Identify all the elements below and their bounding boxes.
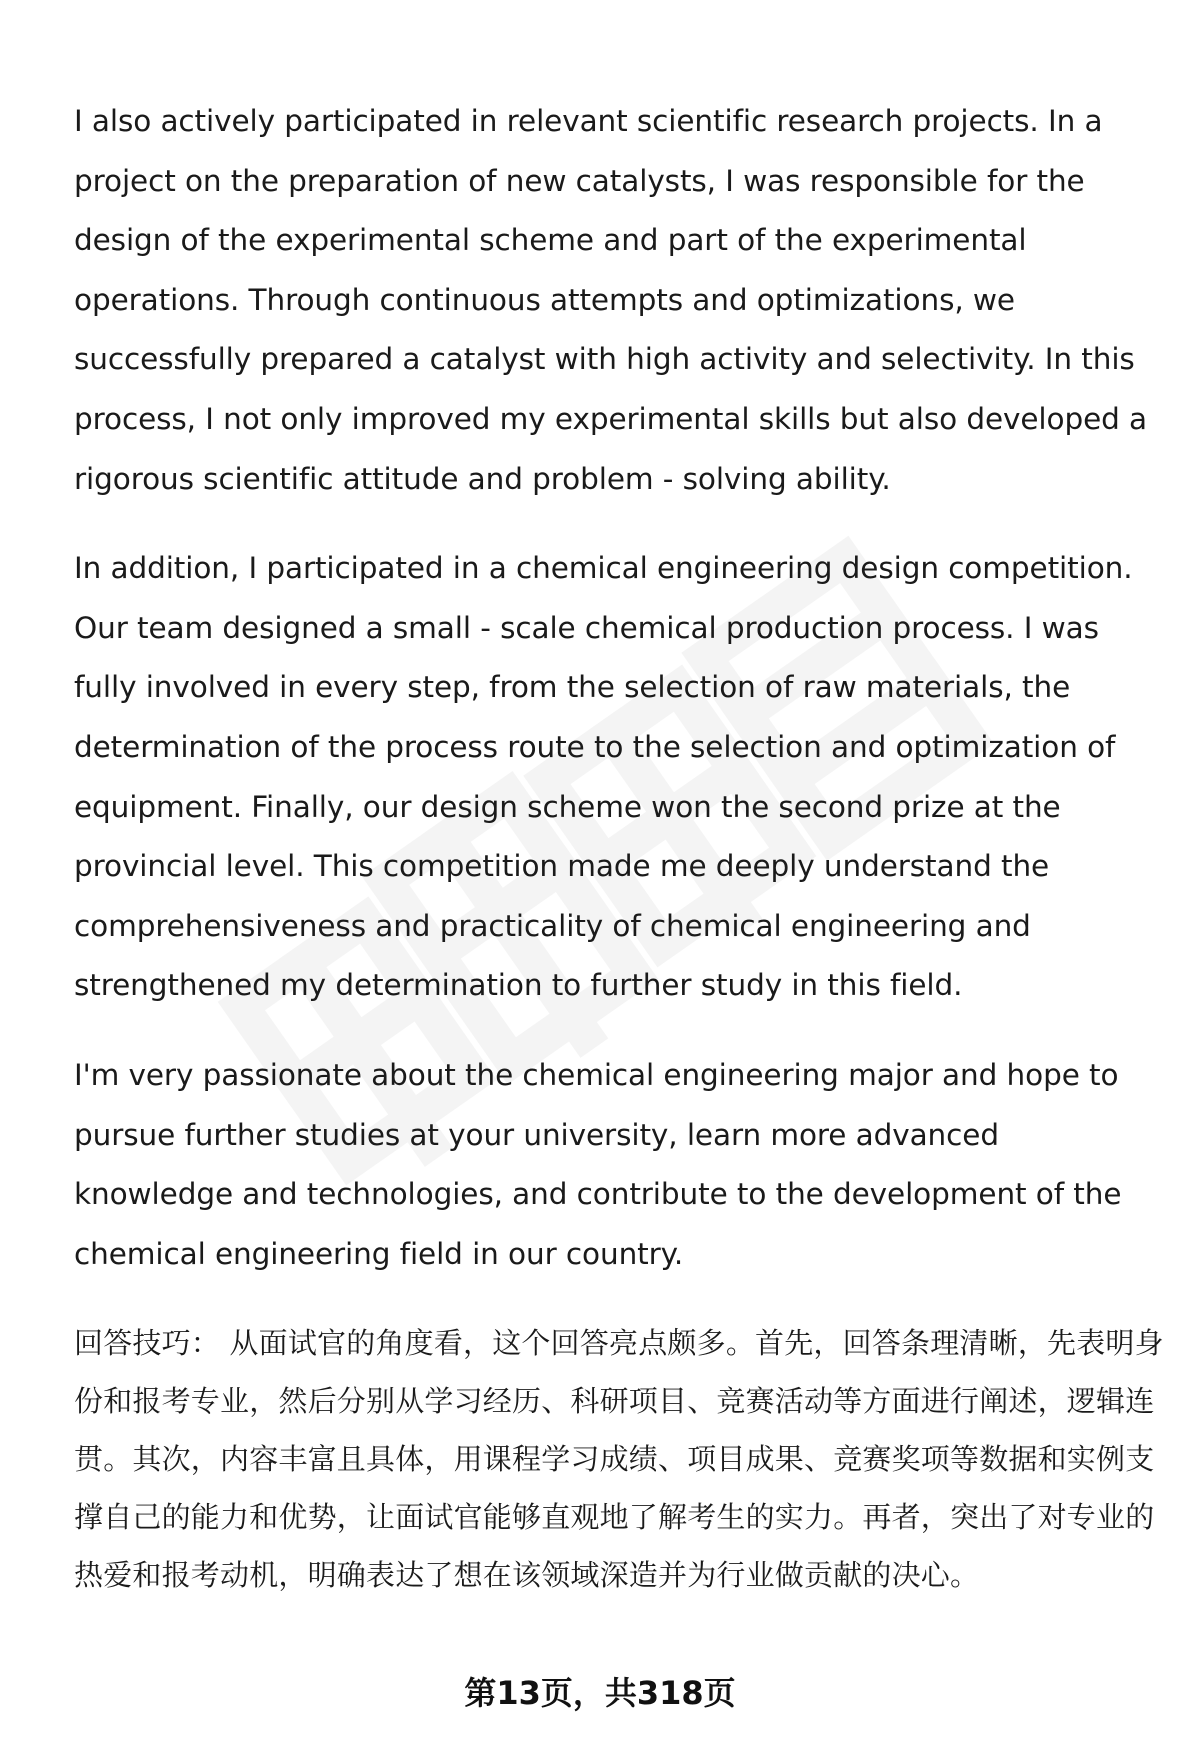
answer-tips: 回答技巧： 从面试官的角度看，这个回答亮点颇多。首先，回答条理清晰，先表明身份和报考专业，然后分别从学习经历、科研项目、竞赛活动等方面进行阐述，逻辑连贯。其次，内容丰富且具体，用课程学习成绩、项目成果、竞赛奖项等数据和实例支撑自己的能力和优势，让面试官能够直观地了解考生的实力。再者，突出了对专业的热爱和报考动机，明确表达了想在该领域深造并为行业做贡献的决心。: [74, 1326, 1164, 1593]
document-body: [74, 92, 1164, 1604]
paragraph-competition: In addition, I participated in a chemical engineering design competition. Our team designed a small - scale chemical production process. I was fully involved in every step, from the selection of raw materials, the determination of the process route to the selection and optimization of equipment. Finally, our design scheme won the second prize at the provincial level. This competition made me deeply understand the comprehensiveness and practicality of chemical engineering and strengthened my determination to further study in this field.: [74, 551, 1133, 1003]
page-number: 第13页，共318页: [464, 1674, 736, 1712]
paragraph-passion: I'm very passionate about the chemical engineering major and hope to pursue further studies at your university, learn more advanced knowledge and technologies, and contribute to the development of the chemical engineering field in our country.: [74, 1057, 1122, 1271]
paragraph-research: I also actively participated in relevant scientific research projects. In a project on the preparation of new catalysts, I was responsible for the design of the experimental scheme and part of the experimental operations. Through continuous attempts and optimizations, we successfully prepared a catalyst with high activity and selectivity. In this process, I not only improved my experimental skills but also developed a rigorous scientific attitude and problem - solving ability.: [74, 104, 1148, 496]
